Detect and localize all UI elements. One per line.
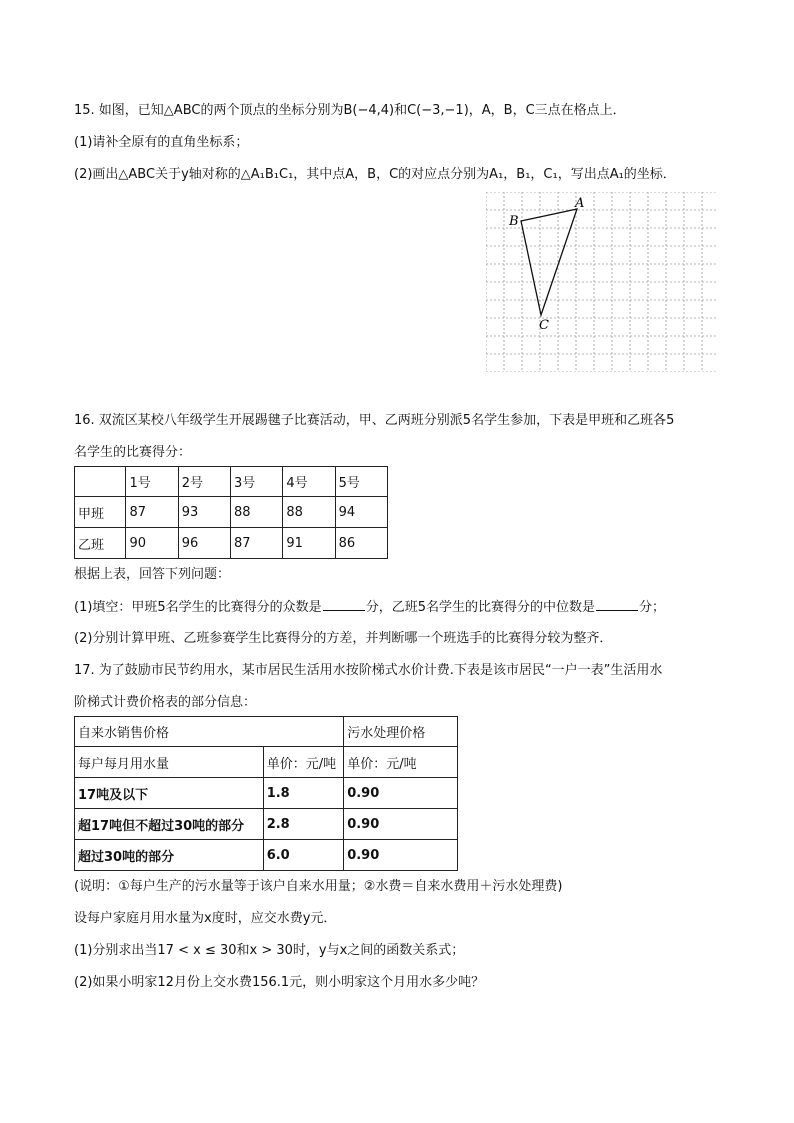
q16-score-table [74, 466, 388, 559]
q17-cell: 超17吨但不超过30吨的部分 [75, 809, 264, 840]
q16-prompt: 根据上表，回答下列问题： [74, 567, 231, 582]
q17-cell: 1.8 [263, 778, 344, 809]
q16-part1-text-a: (1)填空：甲班5名学生的比赛得分的众数是 [74, 600, 322, 615]
table-row [75, 809, 458, 840]
q17-price-table [74, 716, 458, 871]
table-row [75, 497, 388, 528]
table-row [75, 840, 458, 871]
q16-part2: (2)分别计算甲班、乙班参赛学生比赛得分的方差，并判断哪一个班选手的比赛得分较为整齐． [74, 631, 613, 646]
q16-cell: 96 [178, 528, 230, 559]
q17-header-right: 污水处理价格 [344, 717, 458, 747]
q17-sub-col3: 单价：元/吨 [344, 747, 458, 778]
label-c: C [539, 318, 549, 333]
q16-cell: 87 [126, 497, 178, 528]
q16-header-cell: 1号 [126, 467, 178, 497]
q17-sub-col1: 每户每月用水量 [75, 747, 264, 778]
q16-header-row [75, 467, 388, 497]
q16-stem-line1: 16. 双流区某校八年级学生开展踢毽子比赛活动，甲、乙两班分别派5名学生参加，下表是甲班和乙班各5 [74, 413, 675, 428]
q16-cell: 93 [178, 497, 230, 528]
q16-stem-line2: 名学生的比赛得分： [74, 445, 192, 460]
q17-setup: 设每户家庭月用水量为x度时，应交水费y元． [74, 911, 337, 926]
q15-part2: (2)画出△ABC关于y轴对称的△A₁B₁C₁，其中点A，B，C的对应点分别为A₁，B₁，C₁，写出点A₁的坐标． [74, 167, 676, 182]
q16-row-label: 甲班 [75, 497, 126, 528]
q16-part1-text-b: 分，乙班5名学生的比赛得分的中位数是 [365, 600, 595, 615]
q16-header-cell: 4号 [283, 467, 335, 497]
q16-header-cell: 5号 [335, 467, 387, 497]
q17-cell: 6.0 [263, 840, 344, 871]
q16-cell: 91 [283, 528, 335, 559]
q16-cell: 88 [283, 497, 335, 528]
label-b: B [509, 214, 519, 229]
q16-header-cell [75, 467, 126, 497]
q16-cell: 88 [231, 497, 283, 528]
q16-row-label: 乙班 [75, 528, 126, 559]
q17-cell: 0.90 [344, 778, 458, 809]
q17-note: (说明：①每户生产的污水量等于该户自来水用量；②水费＝自来水费用＋污水处理费) [74, 879, 563, 894]
table-row [75, 528, 388, 559]
q17-stem-line2: 阶梯式计费价格表的部分信息： [74, 695, 257, 710]
q15-part1: (1)请补全原有的直角坐标系； [74, 135, 249, 150]
q16-header-cell: 2号 [178, 467, 230, 497]
answer-blank [323, 597, 365, 611]
q17-cell: 0.90 [344, 809, 458, 840]
label-a: A [575, 196, 585, 211]
q17-sub-col2: 单价：元/吨 [263, 747, 344, 778]
q17-cell: 0.90 [344, 840, 458, 871]
q17-header-left: 自来水销售价格 [75, 717, 344, 747]
q17-header-row [75, 717, 458, 747]
q16-header-cell: 3号 [231, 467, 283, 497]
q16-cell: 86 [335, 528, 387, 559]
q17-cell: 17吨及以下 [75, 778, 264, 809]
q17-stem-line1: 17. 为了鼓励市民节约用水，某市居民生活用水按阶梯式水价计费.下表是该市居民“一户一表”生活用水 [74, 663, 663, 678]
q16-part1-text-c: 分； [638, 600, 665, 615]
q15-stem: 15. 如图，已知△ABC的两个顶点的坐标分别为B(−4,4)和C(−3,−1)，A，B，C三点在格点上． [74, 103, 626, 118]
q17-cell: 2.8 [263, 809, 344, 840]
answer-blank [596, 597, 638, 611]
q17-cell: 超过30吨的部分 [75, 840, 264, 871]
q17-subheader-row [75, 747, 458, 778]
q17-part2: (2)如果小明家12月份上交水费156.1元，则小明家这个月用水多少吨？ [74, 975, 485, 990]
table-row [75, 778, 458, 809]
q15-grid-figure [486, 192, 718, 372]
q16-cell: 87 [231, 528, 283, 559]
q16-cell: 94 [335, 497, 387, 528]
q16-cell: 90 [126, 528, 178, 559]
triangle-abc [521, 209, 577, 315]
q16-part1 [74, 597, 665, 618]
q17-part1: (1)分别求出当17 < x ≤ 30和x > 30时，y与x之间的函数关系式； [74, 943, 465, 958]
